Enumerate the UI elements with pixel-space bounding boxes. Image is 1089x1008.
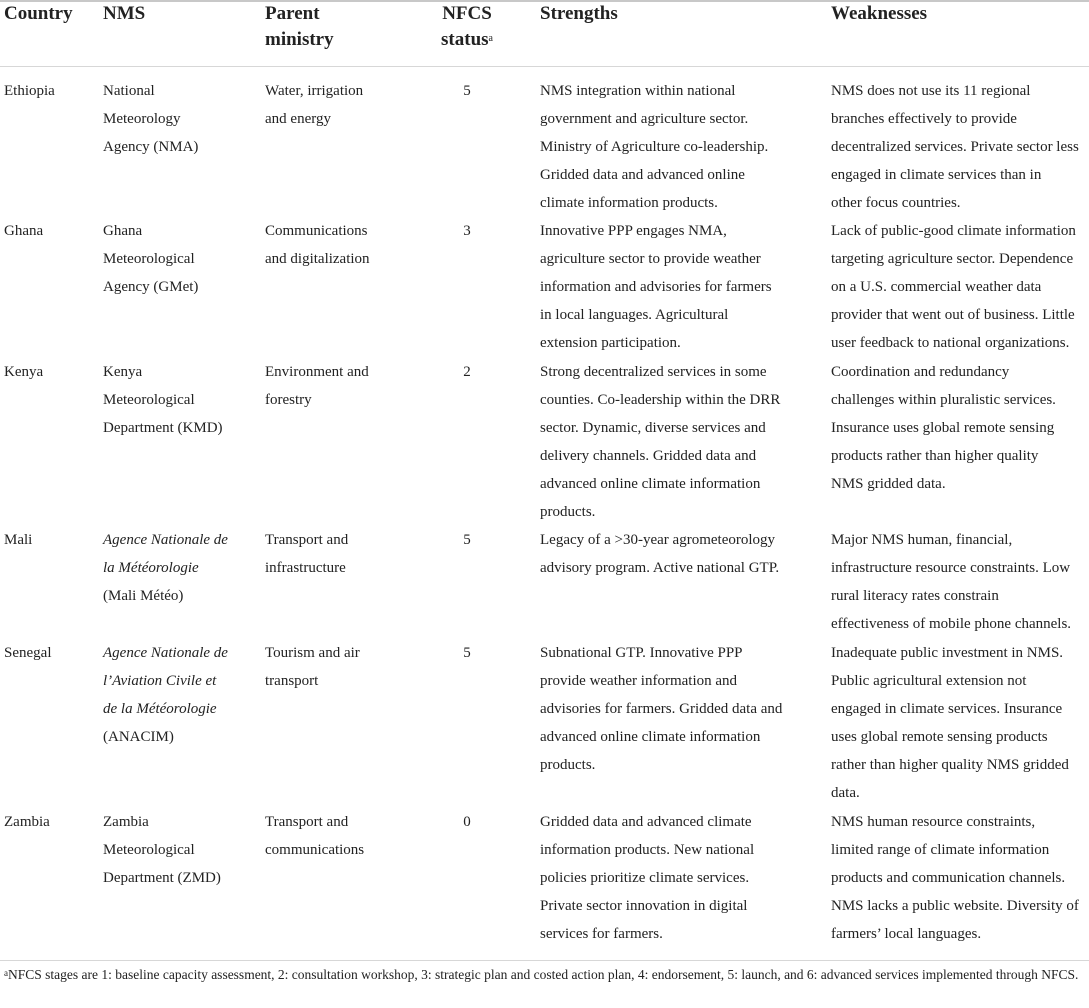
- weaknesses-line: Coordination and redundancy: [831, 364, 1010, 380]
- cell-country: Ethiopia: [4, 83, 55, 99]
- nms-line: Kenya: [103, 364, 143, 380]
- nms-line: Zambia: [103, 814, 149, 830]
- table-bottom-rule: [0, 960, 1089, 961]
- parent-line: communications: [265, 842, 365, 858]
- nms-line-italic: Agence Nationale de: [103, 532, 228, 548]
- cell-nfcs-status: 0: [463, 814, 471, 830]
- weaknesses-line: uses global remote sensing products: [831, 729, 1048, 745]
- cell-parent-ministry: [265, 217, 415, 273]
- nms-line: (Mali Météo): [103, 588, 184, 604]
- cell-nms: [103, 217, 258, 301]
- weaknesses-line: engaged in climate services than in: [831, 167, 1042, 183]
- parent-line: and digitalization: [265, 251, 370, 267]
- cell-weaknesses: [831, 358, 1089, 498]
- cell-country: Kenya: [4, 364, 44, 380]
- table-footnote: [4, 965, 1086, 985]
- weaknesses-line: rather than higher quality NMS gridded: [831, 757, 1069, 773]
- parent-line: Tourism and air: [265, 645, 360, 661]
- header-nfcs-line2-text: status: [441, 29, 489, 50]
- strengths-line: sector. Dynamic, diverse services and: [540, 420, 766, 436]
- nms-line: Meteorological: [103, 251, 195, 267]
- header-nms-text: NMS: [103, 3, 146, 24]
- weaknesses-line: Insurance uses global remote sensing: [831, 420, 1055, 436]
- weaknesses-line: Inadequate public investment in NMS.: [831, 645, 1064, 661]
- strengths-line: products.: [540, 504, 596, 520]
- weaknesses-line: on a U.S. commercial weather data: [831, 279, 1042, 295]
- strengths-line: extension participation.: [540, 335, 681, 351]
- strengths-line: Innovative PPP engages NMA,: [540, 223, 727, 239]
- weaknesses-line: rural literacy rates constrain: [831, 588, 999, 604]
- strengths-line: Gridded data and advanced climate: [540, 814, 752, 830]
- strengths-line: products.: [540, 757, 596, 773]
- strengths-line: policies prioritize climate services.: [540, 870, 750, 886]
- nms-line: Agency (GMet): [103, 279, 199, 295]
- weaknesses-line: limited range of climate information: [831, 842, 1050, 858]
- weaknesses-line: NMS gridded data.: [831, 476, 946, 492]
- strengths-line: NMS integration within national: [540, 83, 736, 99]
- strengths-line: Gridded data and advanced online: [540, 167, 745, 183]
- nms-line-italic: Agence Nationale de: [103, 645, 228, 661]
- header-nfcs-line1: NFCS: [442, 3, 492, 24]
- strengths-line: advanced online climate information: [540, 729, 761, 745]
- strengths-line: Ministry of Agriculture co-leadership.: [540, 139, 769, 155]
- parent-line: Transport and: [265, 814, 349, 830]
- strengths-line: advanced online climate information: [540, 476, 761, 492]
- header-nfcs-line2: [425, 28, 509, 52]
- nms-line-italic: l’Aviation Civile et: [103, 673, 217, 689]
- cell-weaknesses: [831, 526, 1089, 638]
- weaknesses-line: products and communication channels.: [831, 870, 1066, 886]
- cell-parent-ministry: [265, 808, 415, 864]
- header-divider: [0, 66, 1089, 67]
- footnote-marker: a: [4, 968, 8, 978]
- cell-country: Mali: [4, 532, 33, 548]
- nms-line: Agency (NMA): [103, 139, 199, 155]
- strengths-line: climate information products.: [540, 195, 718, 211]
- nms-line: (ANACIM): [103, 729, 174, 745]
- weaknesses-line: effectiveness of mobile phone channels.: [831, 616, 1072, 632]
- parent-line: Environment and: [265, 364, 369, 380]
- parent-line: forestry: [265, 392, 312, 408]
- weaknesses-line: challenges within pluralistic services.: [831, 392, 1056, 408]
- cell-nfcs-status: 2: [463, 364, 471, 380]
- weaknesses-line: targeting agriculture sector. Dependence: [831, 251, 1074, 267]
- nms-line: National: [103, 83, 155, 99]
- weaknesses-line: NMS does not use its 11 regional: [831, 83, 1031, 99]
- cell-strengths: [540, 639, 825, 779]
- cell-country: Ghana: [4, 223, 44, 239]
- nms-line: Department (ZMD): [103, 870, 221, 886]
- header-parent-ministry: [265, 2, 405, 52]
- parent-line: Transport and: [265, 532, 349, 548]
- weaknesses-line: Major NMS human, financial,: [831, 532, 1013, 548]
- header-nfcs-status: [425, 2, 509, 52]
- weaknesses-line: engaged in climate services. Insurance: [831, 701, 1063, 717]
- nms-line: Department (KMD): [103, 420, 223, 436]
- cell-nms: [103, 808, 258, 892]
- strengths-line: Private sector innovation in digital: [540, 898, 748, 914]
- header-strengths-text: Strengths: [540, 3, 618, 24]
- weaknesses-line: Public agricultural extension not: [831, 673, 1027, 689]
- header-weaknesses-text: Weaknesses: [831, 3, 928, 24]
- nms-line-italic: de la Météorologie: [103, 701, 217, 717]
- cell-strengths: [540, 808, 825, 948]
- strengths-line: services for farmers.: [540, 926, 663, 942]
- nms-line: Meteorological: [103, 392, 195, 408]
- cell-strengths: [540, 526, 825, 582]
- weaknesses-line: decentralized services. Private sector less: [831, 139, 1079, 155]
- header-weaknesses: [831, 2, 927, 26]
- cell-strengths: [540, 217, 825, 357]
- weaknesses-line: products rather than higher quality: [831, 448, 1039, 464]
- nms-line: Ghana: [103, 223, 143, 239]
- strengths-line: advisory program. Active national GTP.: [540, 560, 780, 576]
- weaknesses-line: farmers’ local languages.: [831, 926, 982, 942]
- weaknesses-line: NMS lacks a public website. Diversity of: [831, 898, 1079, 914]
- cell-nfcs-status: 5: [463, 645, 471, 661]
- weaknesses-line: data.: [831, 785, 860, 801]
- strengths-line: in local languages. Agricultural: [540, 307, 729, 323]
- parent-line: Water, irrigation: [265, 83, 364, 99]
- strengths-line: government and agriculture sector.: [540, 111, 749, 127]
- cell-nfcs-status: 5: [463, 532, 471, 548]
- cell-nfcs-status: 3: [463, 223, 471, 239]
- cell-weaknesses: [831, 808, 1089, 948]
- strengths-line: counties. Co-leadership within the DRR: [540, 392, 781, 408]
- strengths-line: delivery channels. Gridded data and: [540, 448, 757, 464]
- cell-nms: [103, 77, 258, 161]
- strengths-line: Strong decentralized services in some: [540, 364, 767, 380]
- weaknesses-line: NMS human resource constraints,: [831, 814, 1036, 830]
- header-parent-line2: ministry: [265, 29, 334, 50]
- strengths-line: information products. New national: [540, 842, 755, 858]
- cell-parent-ministry: [265, 526, 415, 582]
- cell-country: Zambia: [4, 814, 50, 830]
- weaknesses-line: user feedback to national organizations.: [831, 335, 1070, 351]
- parent-line: infrastructure: [265, 560, 346, 576]
- footnote-text: NFCS stages are 1: baseline capacity assessment, 2: consultation workshop, 3: strategic plan and costed action plan, 4: endorsement, 5: launch, and 6: advanced services implemented through NFCS.: [8, 967, 1079, 982]
- cell-weaknesses: [831, 217, 1089, 357]
- parent-line: transport: [265, 673, 319, 689]
- parent-line: and energy: [265, 111, 331, 127]
- strengths-line: information and advisories for farmers: [540, 279, 772, 295]
- cell-strengths: [540, 358, 825, 526]
- cell-weaknesses: [831, 639, 1089, 807]
- cell-parent-ministry: [265, 358, 415, 414]
- header-nms: [103, 2, 145, 26]
- header-country-text: Country: [4, 3, 73, 24]
- strengths-line: agriculture sector to provide weather: [540, 251, 761, 267]
- parent-line: Communications: [265, 223, 368, 239]
- weaknesses-line: other focus countries.: [831, 195, 961, 211]
- header-strengths: [540, 2, 618, 26]
- header-parent-line1: Parent: [265, 3, 320, 24]
- cell-nfcs-status: 5: [463, 83, 471, 99]
- cell-nms: [103, 526, 258, 610]
- weaknesses-line: Lack of public-good climate information: [831, 223, 1076, 239]
- strengths-line: Subnational GTP. Innovative PPP: [540, 645, 743, 661]
- cell-nms: [103, 358, 258, 442]
- cell-parent-ministry: [265, 77, 415, 133]
- nms-line: Meteorological: [103, 842, 195, 858]
- cell-weaknesses: [831, 77, 1089, 217]
- nms-line-italic: la Météorologie: [103, 560, 199, 576]
- cell-parent-ministry: [265, 639, 415, 695]
- strengths-line: Legacy of a >30-year agrometeorology: [540, 532, 776, 548]
- weaknesses-line: infrastructure resource constraints. Low: [831, 560, 1071, 576]
- header-country: [4, 2, 73, 26]
- cell-strengths: [540, 77, 825, 217]
- weaknesses-line: branches effectively to provide: [831, 111, 1017, 127]
- weaknesses-line: provider that went out of business. Little: [831, 307, 1075, 323]
- header-nfcs-footnote-marker: a: [488, 33, 493, 44]
- strengths-line: provide weather information and: [540, 673, 738, 689]
- strengths-line: advisories for farmers. Gridded data and: [540, 701, 783, 717]
- cell-country: Senegal: [4, 645, 52, 661]
- cell-nms: [103, 639, 258, 751]
- nms-line: Meteorology: [103, 111, 181, 127]
